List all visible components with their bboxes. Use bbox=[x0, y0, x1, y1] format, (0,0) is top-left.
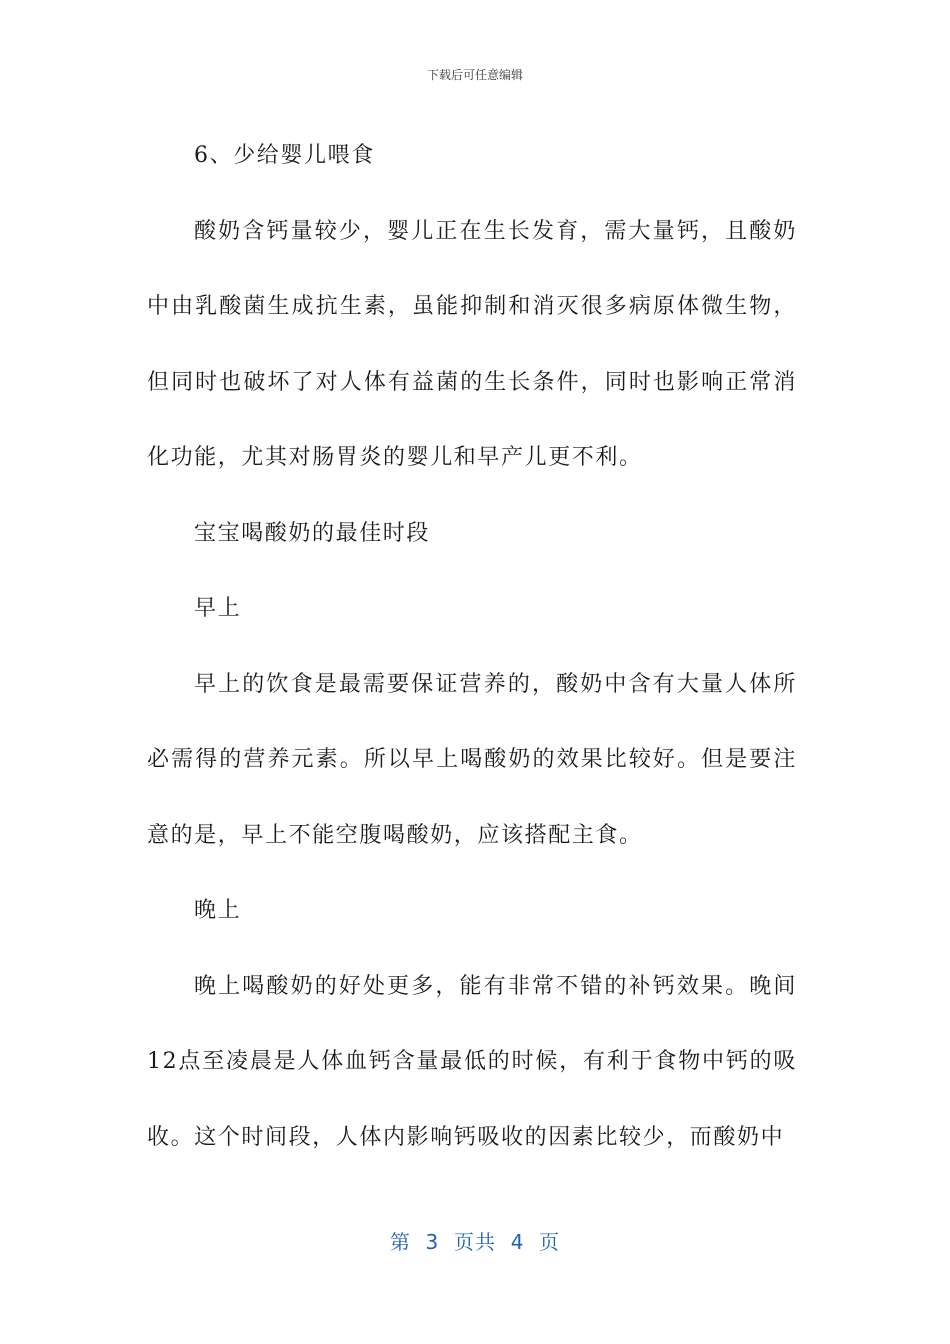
document-body bbox=[147, 118, 797, 1175]
page-footer: 第 3 页共 4 页 bbox=[389, 1230, 561, 1254]
body-paragraph: 晚上喝酸奶的好处更多，能有非常不错的补钙效果。晚间12点至凌晨是人体血钙含量最低的时候，有利于食物中钙的吸收。这个时间段，人体内影响钙吸收的因素比较少，而酸奶中 bbox=[147, 973, 797, 1150]
subsection-heading: 晚上 bbox=[194, 898, 242, 923]
section-heading: 6、少给婴儿喂食 bbox=[194, 143, 375, 168]
subsection-heading: 早上 bbox=[194, 596, 242, 621]
body-paragraph: 酸奶含钙量较少，婴儿正在生长发育，需大量钙，且酸奶中由乳酸菌生成抗生素，虽能抑制和消灭很多病原体微生物，但同时也破坏了对人体有益菌的生长条件，同时也影响正常消化功能，尤其对肠胃炎的婴儿和早产儿更不利。 bbox=[147, 218, 797, 470]
section-heading: 宝宝喝酸奶的最佳时段 bbox=[194, 520, 431, 546]
body-paragraph: 早上的饮食是最需要保证营养的，酸奶中含有大量人体所必需得的营养元素。所以早上喝酸奶的效果比较好。但是要注意的是，早上不能空腹喝酸奶，应该搭配主食。 bbox=[147, 671, 797, 848]
page-header: 下载后可任意编辑 bbox=[426, 68, 523, 82]
